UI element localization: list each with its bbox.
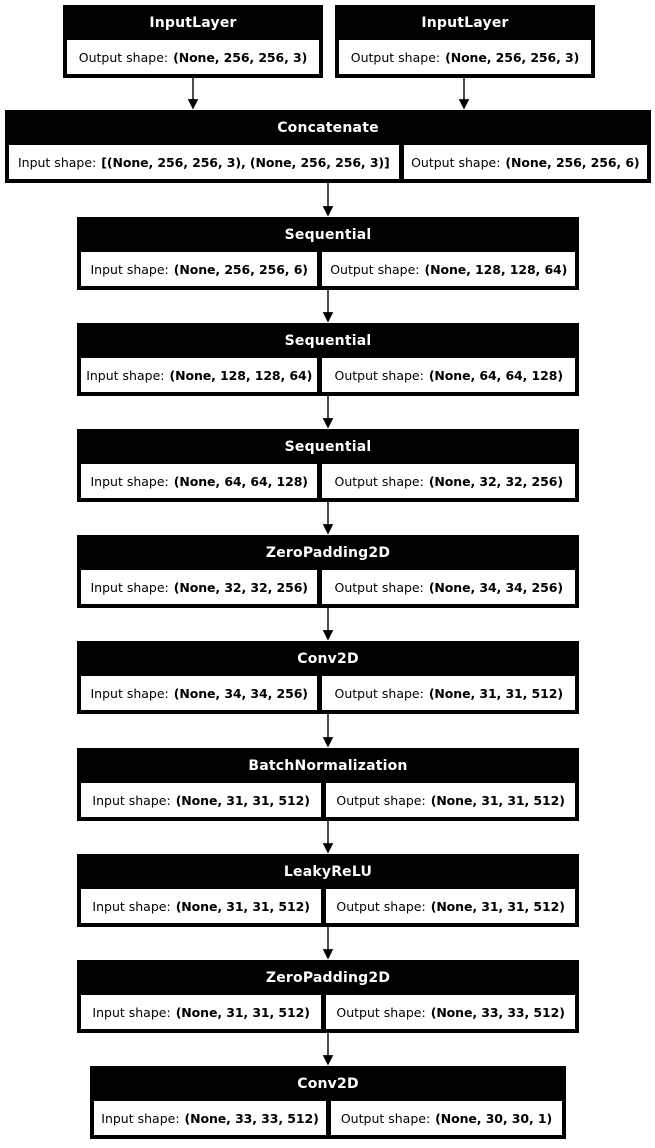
input-shape-label: Input shape: bbox=[90, 579, 169, 595]
input-shape-value: (None, 128, 128, 64) bbox=[169, 367, 313, 383]
node-zero-padding2d-1 bbox=[77, 535, 579, 608]
input-shape-cell bbox=[80, 569, 318, 605]
node-body bbox=[79, 357, 577, 394]
output-shape-value: (None, 31, 31, 512) bbox=[430, 898, 565, 914]
output-shape-label: Output shape: bbox=[78, 49, 169, 65]
node-title: InputLayer bbox=[421, 15, 509, 31]
input-shape-cell bbox=[8, 144, 400, 180]
output-shape-cell bbox=[321, 569, 576, 605]
output-shape-label: Output shape: bbox=[336, 792, 426, 808]
input-shape-value: (None, 64, 64, 128) bbox=[173, 473, 308, 489]
output-shape-cell bbox=[321, 463, 576, 499]
input-shape-cell bbox=[93, 1100, 327, 1136]
output-shape-label: Output shape: bbox=[334, 473, 424, 489]
node-zero-padding2d-2 bbox=[77, 960, 579, 1033]
output-shape-label: Output shape: bbox=[350, 49, 441, 65]
output-shape-label: Output shape: bbox=[340, 1110, 431, 1126]
input-shape-value: [(None, 256, 256, 3), (None, 256, 256, 3)] bbox=[101, 154, 390, 170]
output-shape-value: (None, 30, 30, 1) bbox=[435, 1110, 553, 1126]
input-shape-value: (None, 256, 256, 6) bbox=[173, 261, 308, 277]
output-shape-cell bbox=[66, 39, 320, 75]
input-shape-value: (None, 33, 33, 512) bbox=[184, 1110, 319, 1126]
node-sequential-3 bbox=[77, 429, 579, 502]
output-shape-cell bbox=[403, 144, 648, 180]
input-shape-label: Input shape: bbox=[92, 792, 171, 808]
output-shape-value: (None, 34, 34, 256) bbox=[428, 579, 563, 595]
input-shape-cell bbox=[80, 675, 318, 711]
input-shape-label: Input shape: bbox=[90, 473, 169, 489]
node-body bbox=[7, 144, 649, 181]
output-shape-label: Output shape: bbox=[330, 261, 420, 277]
node-title: Conv2D bbox=[297, 651, 359, 667]
node-title: Sequential bbox=[284, 227, 372, 243]
node-body bbox=[79, 569, 577, 606]
input-shape-value: (None, 31, 31, 512) bbox=[175, 898, 310, 914]
node-body bbox=[92, 1100, 564, 1137]
input-shape-value: (None, 34, 34, 256) bbox=[173, 685, 308, 701]
node-title: Sequential bbox=[284, 333, 372, 349]
node-title: Concatenate bbox=[277, 120, 379, 136]
output-shape-label: Output shape: bbox=[334, 367, 424, 383]
node-title: BatchNormalization bbox=[248, 758, 408, 774]
node-body bbox=[79, 782, 577, 819]
node-body bbox=[79, 888, 577, 925]
input-shape-cell bbox=[80, 782, 322, 818]
node-title: ZeroPadding2D bbox=[265, 970, 391, 986]
output-shape-cell bbox=[330, 1100, 563, 1136]
input-shape-label: Input shape: bbox=[101, 1110, 180, 1126]
output-shape-label: Output shape: bbox=[411, 154, 501, 170]
output-shape-label: Output shape: bbox=[334, 579, 424, 595]
node-input-layer-2 bbox=[335, 5, 595, 78]
output-shape-label: Output shape: bbox=[336, 898, 426, 914]
output-shape-value: (None, 32, 32, 256) bbox=[428, 473, 563, 489]
node-title: Conv2D bbox=[297, 1076, 359, 1092]
input-shape-cell bbox=[80, 888, 322, 924]
node-sequential-1 bbox=[77, 217, 579, 290]
node-conv2d-2 bbox=[90, 1066, 566, 1139]
node-title: LeakyReLU bbox=[283, 864, 373, 880]
output-shape-cell bbox=[325, 782, 576, 818]
input-shape-cell bbox=[80, 463, 318, 499]
output-shape-value: (None, 256, 256, 3) bbox=[445, 49, 580, 65]
input-shape-value: (None, 32, 32, 256) bbox=[173, 579, 308, 595]
output-shape-cell bbox=[325, 994, 576, 1030]
output-shape-value: (None, 33, 33, 512) bbox=[430, 1004, 565, 1020]
node-batch-normalization bbox=[77, 748, 579, 821]
output-shape-cell bbox=[321, 675, 576, 711]
node-body bbox=[79, 251, 577, 288]
node-body bbox=[79, 463, 577, 500]
input-shape-label: Input shape: bbox=[92, 898, 171, 914]
output-shape-value: (None, 256, 256, 3) bbox=[173, 49, 308, 65]
node-title: Sequential bbox=[284, 439, 372, 455]
input-shape-value: (None, 31, 31, 512) bbox=[175, 792, 310, 808]
output-shape-value: (None, 31, 31, 512) bbox=[428, 685, 563, 701]
output-shape-value: (None, 31, 31, 512) bbox=[430, 792, 565, 808]
node-title: ZeroPadding2D bbox=[265, 545, 391, 561]
output-shape-value: (None, 64, 64, 128) bbox=[428, 367, 563, 383]
input-shape-label: Input shape: bbox=[90, 261, 169, 277]
node-body bbox=[79, 675, 577, 712]
node-title: InputLayer bbox=[149, 15, 237, 31]
input-shape-label: Input shape: bbox=[90, 685, 169, 701]
output-shape-cell bbox=[321, 357, 576, 393]
node-input-layer-1 bbox=[63, 5, 323, 78]
input-shape-cell bbox=[80, 994, 322, 1030]
node-conv2d-1 bbox=[77, 641, 579, 714]
node-body bbox=[65, 39, 321, 76]
output-shape-cell bbox=[325, 888, 576, 924]
output-shape-cell bbox=[338, 39, 592, 75]
input-shape-value: (None, 31, 31, 512) bbox=[175, 1004, 310, 1020]
input-shape-cell bbox=[80, 251, 318, 287]
output-shape-value: (None, 256, 256, 6) bbox=[505, 154, 640, 170]
input-shape-label: Input shape: bbox=[17, 154, 97, 170]
input-shape-label: Input shape: bbox=[92, 1004, 171, 1020]
node-body bbox=[337, 39, 593, 76]
input-shape-label: Input shape: bbox=[86, 367, 165, 383]
output-shape-label: Output shape: bbox=[334, 685, 424, 701]
output-shape-cell bbox=[321, 251, 576, 287]
node-sequential-2 bbox=[77, 323, 579, 396]
input-shape-cell bbox=[80, 357, 318, 393]
node-body bbox=[79, 994, 577, 1031]
output-shape-label: Output shape: bbox=[336, 1004, 426, 1020]
output-shape-value: (None, 128, 128, 64) bbox=[424, 261, 568, 277]
node-leaky-relu bbox=[77, 854, 579, 927]
node-concatenate bbox=[5, 110, 651, 183]
